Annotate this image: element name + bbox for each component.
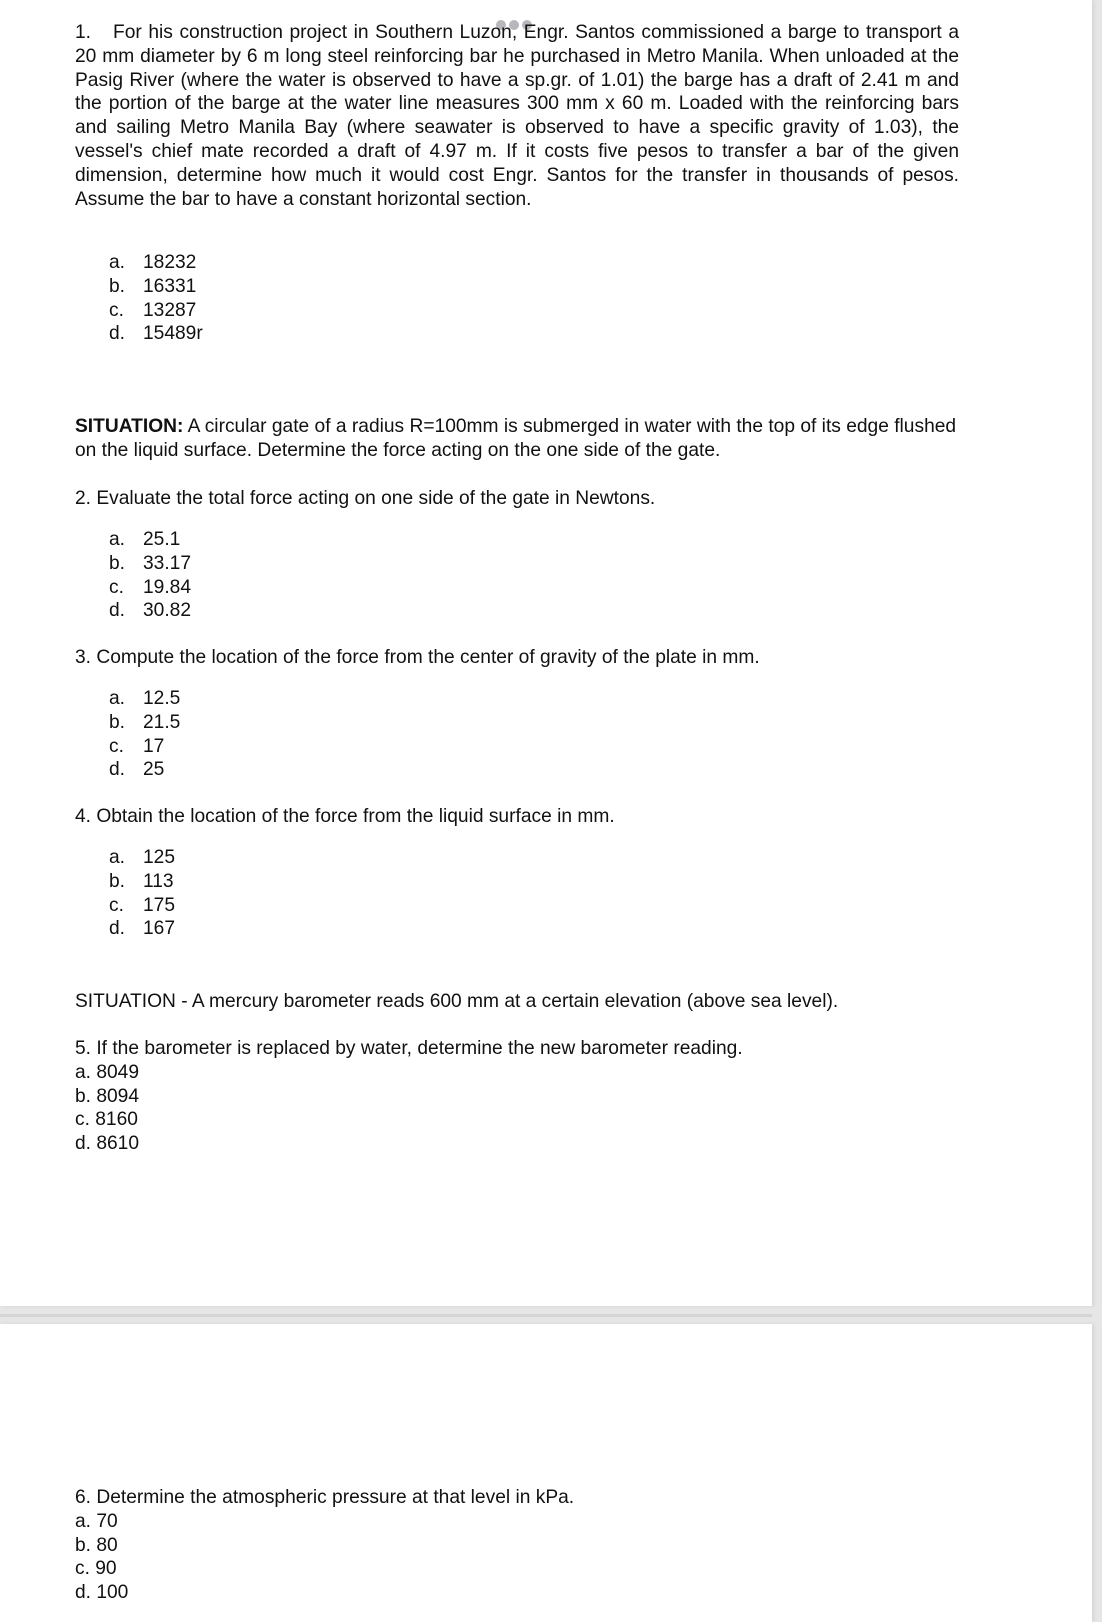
situation-1-text: SITUATION: A circular gate of a radius R=100mm is submerged in water with the top of its edge flushed on the liquid surface. Determine the force acting on the one side of the gate. xyxy=(75,416,957,461)
option-item: c. 17 xyxy=(109,735,165,757)
option-item: d. 25 xyxy=(109,759,165,781)
question-3-text: 3. Compute the location of the force from the center of gravity of the plate in mm. xyxy=(75,647,760,668)
option-item: b. 16331 xyxy=(109,275,197,297)
question-5-options xyxy=(75,1061,959,1156)
question-1-text: 1. For his construction project in Southern Luzon, Engr. Santos commissioned a barge to transport a 20 mm diameter by 6 m long steel reinforcing bar he purchased in Metro Manila. When unloaded at the Pasig River (where the water is observed to have a sp.gr. of 1.01) the barge has a draft of 2.41 m and the portion of the barge at the water line measures 300 mm x 60 m. Loaded with the reinforcing bars and sailing Metro Manila Bay (where seawater is observed to have a specific gravity of 1.03), the vessel's chief mate recorded a draft of 4.97 m. If it costs five pesos to transfer a bar of the given dimension, determine how much it would cost Engr. Santos for the transfer in thousands of pesos. Assume the bar to have a constant horizontal section. xyxy=(75,22,959,210)
question-2-text: 2. Evaluate the total force acting on one side of the gate in Newtons. xyxy=(75,488,656,509)
option-item: d. 30.82 xyxy=(109,600,192,622)
question-6-options xyxy=(75,1510,959,1605)
option-item: d. 100 xyxy=(75,1582,129,1604)
question-4 xyxy=(75,805,959,829)
situation-1 xyxy=(75,415,959,463)
option-item: a. 18232 xyxy=(109,252,197,273)
question-4-options xyxy=(75,846,959,941)
question-1-options xyxy=(75,251,959,346)
option-item: a. 12.5 xyxy=(109,688,181,709)
question-2 xyxy=(75,487,959,511)
option-item: b. 33.17 xyxy=(109,552,192,574)
situation-1-heading: SITUATION: xyxy=(75,416,184,437)
page-divider xyxy=(0,1314,1092,1317)
option-item: c. 90 xyxy=(75,1558,117,1580)
question-3-options xyxy=(75,687,959,782)
option-item: c. 8160 xyxy=(75,1109,138,1131)
question-5 xyxy=(75,1037,959,1156)
question-4-text: 4. Obtain the location of the force from the liquid surface in mm. xyxy=(75,806,615,827)
option-item: a. 8049 xyxy=(75,1061,140,1083)
option-item: a. 70 xyxy=(75,1510,118,1532)
option-item: b. 80 xyxy=(75,1534,118,1556)
option-item: b. 21.5 xyxy=(109,711,181,733)
option-item: a. 25.1 xyxy=(109,529,181,550)
option-item: d. 15489r xyxy=(109,323,203,345)
situation-2 xyxy=(75,990,959,1014)
document-page-2 xyxy=(0,1324,1092,1622)
question-6 xyxy=(75,1486,959,1605)
option-item: d. 167 xyxy=(109,918,176,940)
question-6-text: 6. Determine the atmospheric pressure at that level in kPa. xyxy=(75,1487,575,1508)
option-item: a. 125 xyxy=(109,847,176,868)
question-3 xyxy=(75,646,959,670)
option-item: c. 19.84 xyxy=(109,576,192,598)
question-1-number: 1. xyxy=(75,22,92,43)
situation-2-text: SITUATION - A mercury barometer reads 600 mm at a certain elevation (above sea level). xyxy=(75,991,839,1012)
option-item: c. 13287 xyxy=(109,299,197,321)
option-item: b. 113 xyxy=(109,870,174,892)
question-5-text: 5. If the barometer is replaced by water, determine the new barometer reading. xyxy=(75,1038,743,1059)
question-1 xyxy=(75,21,959,211)
question-2-options xyxy=(75,528,959,623)
option-item: c. 175 xyxy=(109,894,176,916)
option-item: d. 8610 xyxy=(75,1133,140,1155)
option-item: b. 8094 xyxy=(75,1085,140,1107)
